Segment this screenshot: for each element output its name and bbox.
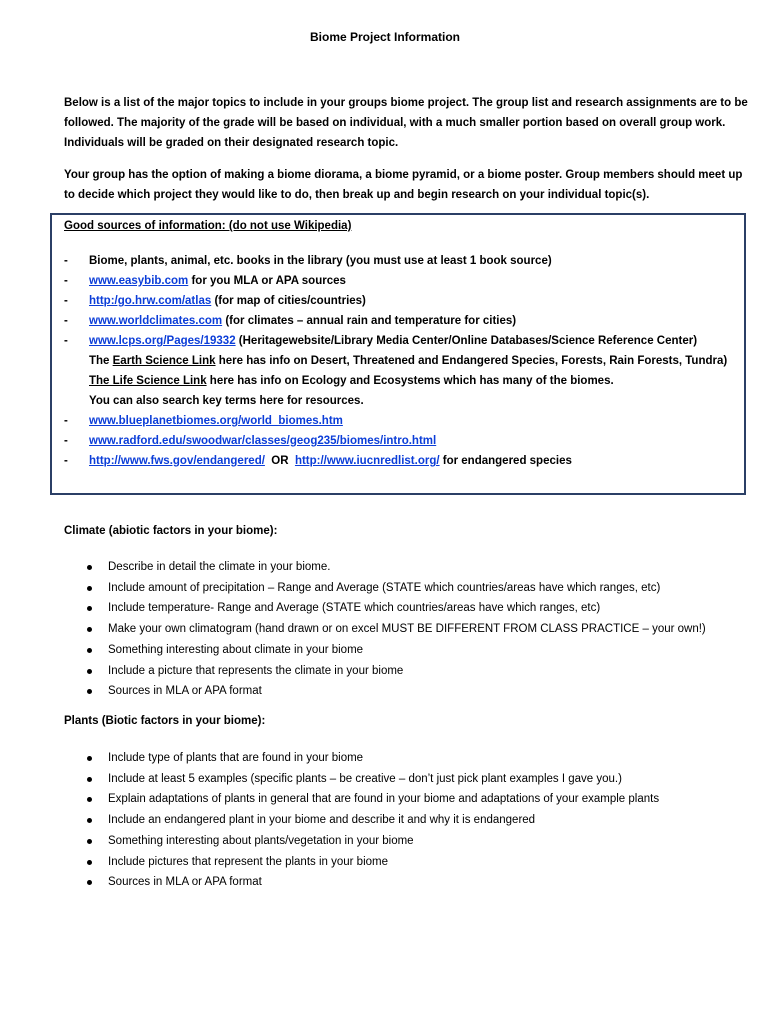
lcps-link[interactable]: www.lcps.org/Pages/19332 — [89, 335, 236, 347]
list-item — [84, 789, 754, 810]
item-text: Explain adaptations of plants in general that are found in your biome and adaptations of your example plants — [108, 793, 660, 806]
earth-science-link[interactable]: Earth Science Link — [112, 355, 216, 367]
list-item — [84, 598, 754, 619]
radford-link[interactable]: www.radford.edu/swoodwar/classes/geog235/biomes/intro.html — [89, 435, 437, 447]
dash-marker: - — [64, 455, 68, 467]
list-item-continuation — [64, 371, 744, 391]
sources-list — [64, 251, 744, 471]
dash-marker: - — [64, 435, 68, 447]
source-text: (Heritagewebsite/Library Media Center/Online Databases/Science Reference Center) — [235, 335, 698, 347]
climate-heading: Climate (abiotic factors in your biome): — [64, 525, 278, 537]
item-text: Include pictures that represent the plants in your biome — [108, 855, 388, 868]
intro-paragraph-2: Your group has the option of making a biome diorama, a biome pyramid, or a biome poster. Group members should meet up to decide which project they would like to do, then break up and begin research on your individual topic(s). — [64, 169, 743, 201]
list-item — [84, 852, 754, 873]
dash-marker: - — [64, 295, 68, 307]
list-item — [64, 291, 744, 311]
list-item — [84, 557, 754, 578]
list-item — [64, 431, 744, 451]
bullet-icon — [87, 627, 92, 632]
bullet-icon — [87, 777, 92, 782]
source-text: Biome, plants, animal, etc. books in the library (you must use at least 1 book source) — [89, 255, 552, 267]
list-item — [64, 311, 744, 331]
list-item — [84, 748, 754, 769]
item-text: Include amount of precipitation – Range and Average (STATE which countries/areas have which ranges, etc) — [108, 581, 661, 594]
list-item-continuation — [64, 351, 744, 371]
list-item — [84, 681, 754, 702]
bullet-icon — [87, 860, 92, 865]
list-item — [84, 619, 754, 640]
item-text: Include at least 5 examples (specific plants – be creative – don’t just pick plant examples I gave you.) — [108, 772, 622, 785]
life-science-link[interactable]: The Life Science Link — [89, 375, 207, 387]
list-item — [84, 640, 754, 661]
bullet-icon — [87, 606, 92, 611]
list-item — [84, 872, 754, 893]
blueplanetbiomes-link[interactable]: www.blueplanetbiomes.org/world_biomes.htm — [89, 415, 343, 427]
easybib-link[interactable]: www.easybib.com — [89, 275, 189, 287]
hrw-atlas-link[interactable]: http:/go.hrw.com/atlas — [89, 295, 212, 307]
item-text: Describe in detail the climate in your biome. — [108, 561, 331, 573]
dash-marker: - — [64, 415, 68, 427]
source-text: OR — [264, 455, 295, 467]
plants-list — [84, 748, 754, 893]
bullet-icon — [87, 756, 92, 761]
list-item-continuation — [64, 391, 744, 411]
bullet-icon — [87, 669, 92, 674]
list-item — [64, 331, 744, 351]
source-text: (for climates – annual rain and temperature for cities) — [222, 315, 517, 327]
list-item — [84, 578, 754, 599]
source-text: (for map of cities/countries) — [211, 295, 366, 307]
bullet-icon — [87, 797, 92, 802]
bullet-icon — [87, 565, 92, 570]
list-item — [64, 251, 744, 271]
fws-link[interactable]: http://www.fws.gov/endangered/ — [89, 455, 265, 467]
list-item — [84, 831, 754, 852]
sources-heading: Good sources of information: (do not use Wikipedia) — [64, 220, 352, 232]
item-text: Make your own climatogram (hand drawn or on excel MUST BE DIFFERENT FROM CLASS PRACTICE – your own!) — [108, 623, 706, 636]
item-text: Include temperature- Range and Average (STATE which countries/areas have which ranges, etc) — [108, 602, 601, 615]
list-item — [84, 769, 754, 790]
dash-marker: - — [64, 275, 68, 287]
item-text: Something interesting about plants/vegetation in your biome — [108, 834, 414, 847]
climate-list — [84, 557, 754, 702]
plants-heading: Plants (Biotic factors in your biome): — [64, 715, 266, 727]
bullet-icon — [87, 586, 92, 591]
source-text: for endangered species — [439, 455, 572, 467]
source-text: here has info on Desert, Threatened and Endangered Species, Forests, Rain Forests, Tundra) — [215, 355, 728, 367]
item-text: Include type of plants that are found in your biome — [108, 752, 364, 764]
item-text: Sources in MLA or APA format — [108, 685, 262, 698]
dash-marker: - — [64, 255, 68, 267]
iucn-link[interactable]: http://www.iucnredlist.org/ — [294, 455, 440, 467]
item-text: Something interesting about climate in your biome — [108, 643, 364, 656]
intro-paragraph-1: Below is a list of the major topics to include in your groups biome project. The group list and research assignments are to be followed. The majority of the grade will be based on individual, with a much smaller portion based on overall group work. Individuals will be graded on their designated research topic. — [64, 97, 748, 149]
dash-marker: - — [64, 335, 68, 347]
list-item — [64, 451, 744, 471]
bullet-icon — [87, 839, 92, 844]
list-item — [84, 810, 754, 831]
worldclimates-link[interactable]: www.worldclimates.com — [89, 315, 223, 327]
bullet-icon — [87, 689, 92, 694]
bullet-icon — [87, 648, 92, 653]
dash-marker: - — [64, 315, 68, 327]
list-item — [64, 411, 744, 431]
source-text: for you MLA or APA sources — [188, 275, 346, 287]
source-text: The — [89, 355, 113, 367]
item-text: Include an endangered plant in your biome and describe it and why it is endangered — [108, 814, 536, 827]
source-text: here has info on Ecology and Ecosystems which has many of the biomes. — [206, 375, 614, 387]
item-text: Include a picture that represents the climate in your biome — [108, 664, 404, 677]
item-text: Sources in MLA or APA format — [108, 876, 262, 889]
list-item — [64, 271, 744, 291]
page-title: Biome Project Information — [309, 30, 461, 44]
bullet-icon — [87, 880, 92, 885]
bullet-icon — [87, 818, 92, 823]
source-text: You can also search key terms here for resources. — [89, 395, 364, 407]
list-item — [84, 661, 754, 682]
